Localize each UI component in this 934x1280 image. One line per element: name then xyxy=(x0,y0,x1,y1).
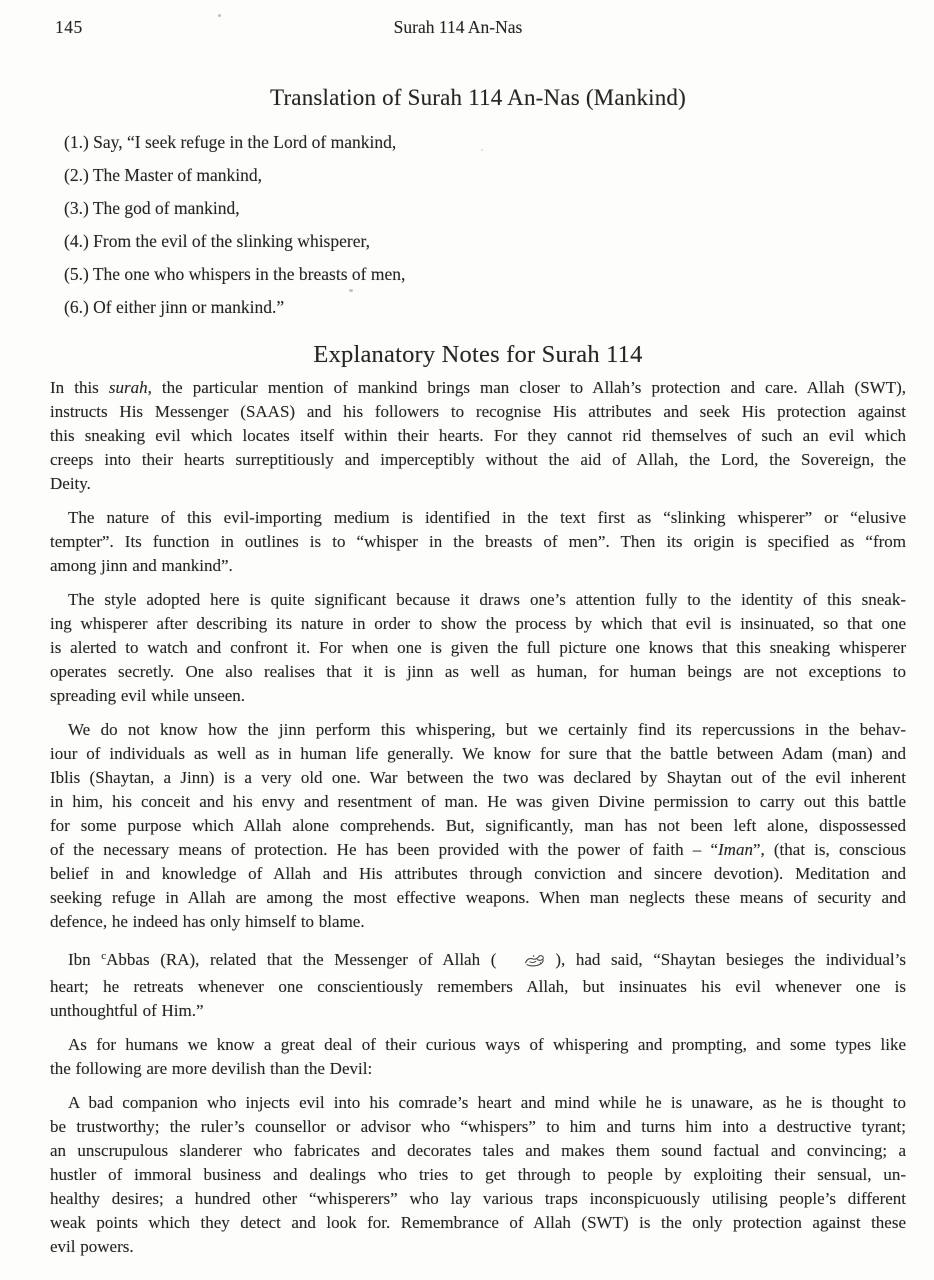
text-line: seeking refuge in Allah are among the most effective weapons. When man neglects these means of security and xyxy=(50,888,906,907)
text-line: operates secretly. One also realises that it is jinn as well as human, for human beings are not exceptions to xyxy=(50,662,906,681)
pbuh-calligraphy-icon xyxy=(505,951,546,975)
text-segment: Iman xyxy=(718,840,753,859)
text-line: heart; he retreats whenever one conscientiously remembers Allah, but insinuates his evil whenever one is xyxy=(50,977,906,996)
scan-speck xyxy=(481,149,483,151)
page-number: 145 xyxy=(55,17,83,37)
verse-list xyxy=(64,126,906,324)
text-line: tempter”. Its function in outlines is to “whisper in the breasts of men”. Then its origin is specified as “from xyxy=(50,532,906,551)
text-line: As for humans we know a great deal of their curious ways of whispering and prompting, and some types like xyxy=(68,1035,906,1054)
verse-line-1: (1.) Say, “I seek refuge in the Lord of mankind, xyxy=(64,132,397,152)
paragraph xyxy=(50,376,906,496)
text-line: an unscrupulous slanderer who fabricates and decorates tales and makes them sound factual and convincing; a xyxy=(50,1141,906,1160)
text-segment: Ibn xyxy=(68,950,102,969)
text-line: healthy desires; a hundred other “whisperers” who lay various traps inconspicuously utilising people’s different xyxy=(50,1189,906,1208)
text-line: weak points which they detect and look for. Remembrance of Allah (SWT) is the only protection against these xyxy=(50,1213,906,1232)
text-line: creeps into their hearts surreptitiously and imperceptibly without the aid of Allah, the Lord, the Sovereign, the xyxy=(50,450,906,469)
paragraph xyxy=(50,1033,906,1081)
text-line: Deity. xyxy=(50,474,91,493)
text-line: ing whisperer after describing its nature in order to show the process by which that evil is insinuated, so that one xyxy=(50,614,906,633)
text-line: in him, his conceit and his envy and resentment of man. He was given Divine permission to carry out this battle xyxy=(50,792,906,811)
text-line: unthoughtful of Him.” xyxy=(50,1001,204,1020)
verse-line-4: (4.) From the evil of the slinking whisperer, xyxy=(64,231,370,251)
text-line xyxy=(50,838,906,862)
text-segment: Abbas (RA), related that the Messenger of Allah ( xyxy=(106,950,497,969)
verse-line-5: (5.) The one who whispers in the breasts of men, xyxy=(64,264,406,284)
page-header xyxy=(50,16,906,40)
text-line: is alerted to watch and confront it. For when one is given the full picture one knows that this sneaking whisperer xyxy=(50,638,906,657)
text-line: be trustworthy; the ruler’s counsellor or advisor who “whispers” to him and turns him into a destructive tyrant; xyxy=(50,1117,906,1136)
text-line: belief in and knowledge of Allah and His attributes through conviction and sincere devotion). Meditation and xyxy=(50,864,906,883)
text-line: instructs His Messenger (SAAS) and his followers to recognise His attributes and seek His protection against xyxy=(50,402,906,421)
text-line: this sneaking evil which locates itself within their hearts. For they cannot rid themselves of such an evil which xyxy=(50,426,906,445)
text-line: Iblis (Shaytan, a Jinn) is a very old one. War between the two was declared by Shaytan out of the evil inherent xyxy=(50,768,906,787)
text-segment: ), had said, “Shaytan besieges the individual’s xyxy=(555,950,906,969)
paragraph xyxy=(50,588,906,708)
text-line: the following are more devilish than the Devil: xyxy=(50,1059,373,1078)
text-line: The nature of this evil-importing medium is identified in the text first as “slinking whisperer” or “elusive xyxy=(68,508,906,527)
verse-line-2: (2.) The Master of mankind, xyxy=(64,165,262,185)
text-line: iour of individuals as well as in human life generally. We know for sure that the battle between Adam (man) and xyxy=(50,744,906,763)
text-line: spreading evil while unseen. xyxy=(50,686,246,705)
text-line: hustler of immoral business and dealings who tries to get through to people by exploiting their sensual, un- xyxy=(50,1165,906,1184)
text-line: defence, he indeed has only himself to blame. xyxy=(50,912,365,931)
paragraph xyxy=(50,944,906,1023)
verse-line-3: (3.) The god of mankind, xyxy=(64,198,240,218)
paragraph xyxy=(50,506,906,578)
text-line: A bad companion who injects evil into his comrade’s heart and mind while he is unaware, as he is thought to xyxy=(68,1093,906,1112)
notes-body xyxy=(50,376,906,1259)
scan-speck xyxy=(349,289,353,292)
text-segment: In this xyxy=(50,378,109,397)
text-line xyxy=(50,944,906,975)
text-line: evil powers. xyxy=(50,1237,134,1256)
notes-heading: Explanatory Notes for Surah 114 xyxy=(313,341,643,368)
text-line: We do not know how the jinn perform this whispering, but we certainly find its repercussions in the behav- xyxy=(68,720,906,739)
verse-line-6: (6.) Of either jinn or mankind.” xyxy=(64,297,285,317)
text-segment: , the particular mention of mankind brings man closer to Allah’s protection and care. Allah (SWT), xyxy=(147,378,906,397)
text-line: among jinn and mankind”. xyxy=(50,556,233,575)
text-line: The style adopted here is quite significant because it draws one’s attention fully to the identity of this sneak- xyxy=(68,590,906,609)
text-segment: of the necessary means of protection. He has been provided with the power of faith – “ xyxy=(50,840,718,859)
text-segment: ”, (that is, conscious xyxy=(752,840,906,859)
paragraph xyxy=(50,1091,906,1259)
paragraph xyxy=(50,718,906,934)
text-segment: c xyxy=(101,950,107,962)
text-line: for some purpose which Allah alone comprehends. But, significantly, man has not been left alone, dispossessed xyxy=(50,816,906,835)
text-line xyxy=(50,376,906,400)
running-header: Surah 114 An-Nas xyxy=(393,17,523,37)
text-segment: surah xyxy=(108,378,148,397)
translation-heading: Translation of Surah 114 An-Nas (Mankind) xyxy=(270,85,686,110)
